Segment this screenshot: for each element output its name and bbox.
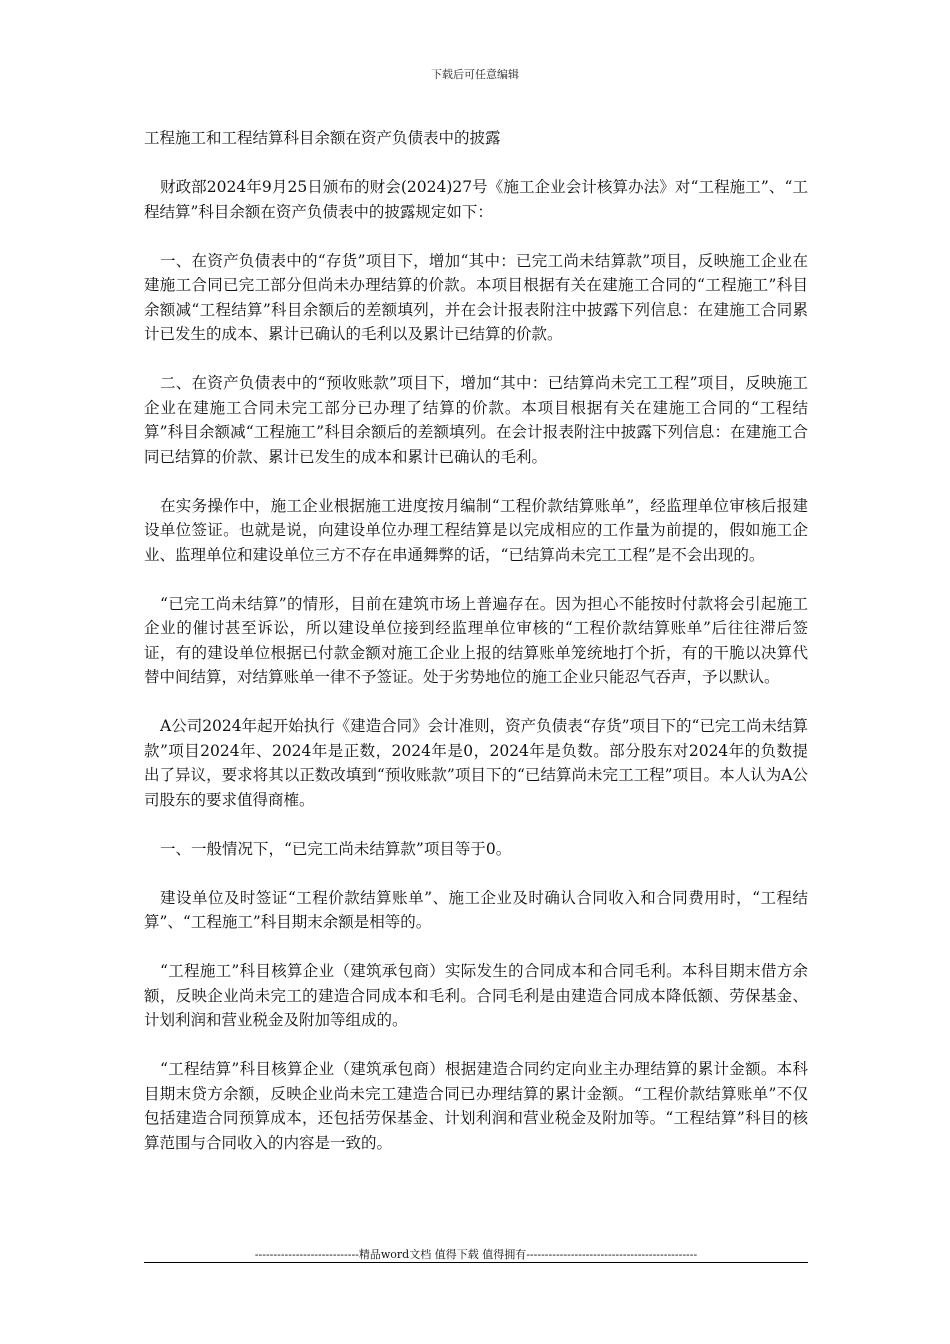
page-header-note: 下载后可任意编辑	[431, 68, 519, 81]
paragraph-1: 财政部2024年9月25日颁布的财会(2024)27号《施工企业会计核算办法》对“工程施工”、“工程结算”科目余额在资产负债表中的披露规定如下：	[144, 178, 808, 221]
footer-text: ----------------------------精品word文档 值得下载 值得拥有----------------------------------------------	[254, 1248, 698, 1261]
document-title: 工程施工和工程结算科目余额在资产负债表中的披露	[144, 129, 501, 147]
document-body	[144, 126, 808, 1180]
paragraph-6: A公司2024年起开始执行《建造合同》会计准则，资产负债表“存货”项目下的“已完工尚未结算款”项目2024年、2024年是正数，2024年是0，2024年是负数。部分股东对2024年的负数提出了异议，要求将其以正数改填到“预收账款”项目下的“已结算尚未完工工程”项目。本人认为A公司股东的要求值得商榷。	[144, 717, 808, 809]
paragraph-9: “工程施工”科目核算企业（建筑承包商）实际发生的合同成本和合同毛利。本科目期末借方余额，反映企业尚未完工的建造合同成本和毛利。合同毛利是由建造合同成本降低额、劳保基金、计划利润和营业税金及附加等组成的。	[144, 962, 808, 1029]
paragraph-5: “已完工尚未结算”的情形，目前在建筑市场上普遍存在。因为担心不能按时付款将会引起施工企业的催讨甚至诉讼，所以建设单位接到经监理单位审核的“工程价款结算账单”后往往滞后签证，有的建设单位根据已付款金额对施工企业上报的结算账单笼统地打个折，有的干脆以决算代替中间结算，对结算账单一律不予签证。处于劣势地位的施工企业只能忍气吞声，予以默认。	[144, 594, 808, 686]
paragraph-3: 二、在资产负债表中的“预收账款”项目下，增加“其中：已结算尚未完工工程”项目，反映施工企业在建施工合同未完工部分已办理了结算的价款。本项目根据有关在建施工合同的“工程结算”科目余额减“工程施工”科目余额后的差额填列。在会计报表附注中披露下列信息：在建施工合同已结算的价款、累计已发生的成本和累计已确认的毛利。	[144, 374, 808, 466]
paragraph-7: 一、一般情况下，“已完工尚未结算款”项目等于0。	[160, 839, 512, 858]
footer-divider	[144, 1262, 808, 1263]
paragraph-4: 在实务操作中，施工企业根据施工进度按月编制“工程价款结算账单”，经监理单位审核后报建设单位签证。也就是说，向建设单位办理工程结算是以完成相应的工作量为前提的，假如施工企业、监理单位和建设单位三方不存在串通舞弊的话，“已结算尚未完工工程”是不会出现的。	[144, 496, 808, 564]
paragraph-8: 建设单位及时签证“工程价款结算账单”、施工企业及时确认合同收入和合同费用时，“工程结算”、“工程施工”科目期末余额是相等的。	[144, 888, 808, 931]
paragraph-2: 一、在资产负债表中的“存货”项目下，增加“其中：已完工尚未结算款”项目，反映施工企业在建施工合同已完工部分但尚未办理结算的价款。本项目根据有关在建施工合同的“工程施工”科目余额减“工程结算”科目余额后的差额填列，并在会计报表附注中披露下列信息：在建施工合同累计已发生的成本、累计已确认的毛利以及累计已结算的价款。	[144, 251, 808, 343]
paragraph-10: “工程结算”科目核算企业（建筑承包商）根据建造合同约定向业主办理结算的累计金额。本科目期末贷方余额，反映企业尚未完工建造合同已办理结算的累计金额。“工程价款结算账单”不仅包括建造合同预算成本，还包括劳保基金、计划利润和营业税金及附加等。“工程结算”科目的核算范围与合同收入的内容是一致的。	[144, 1060, 808, 1152]
